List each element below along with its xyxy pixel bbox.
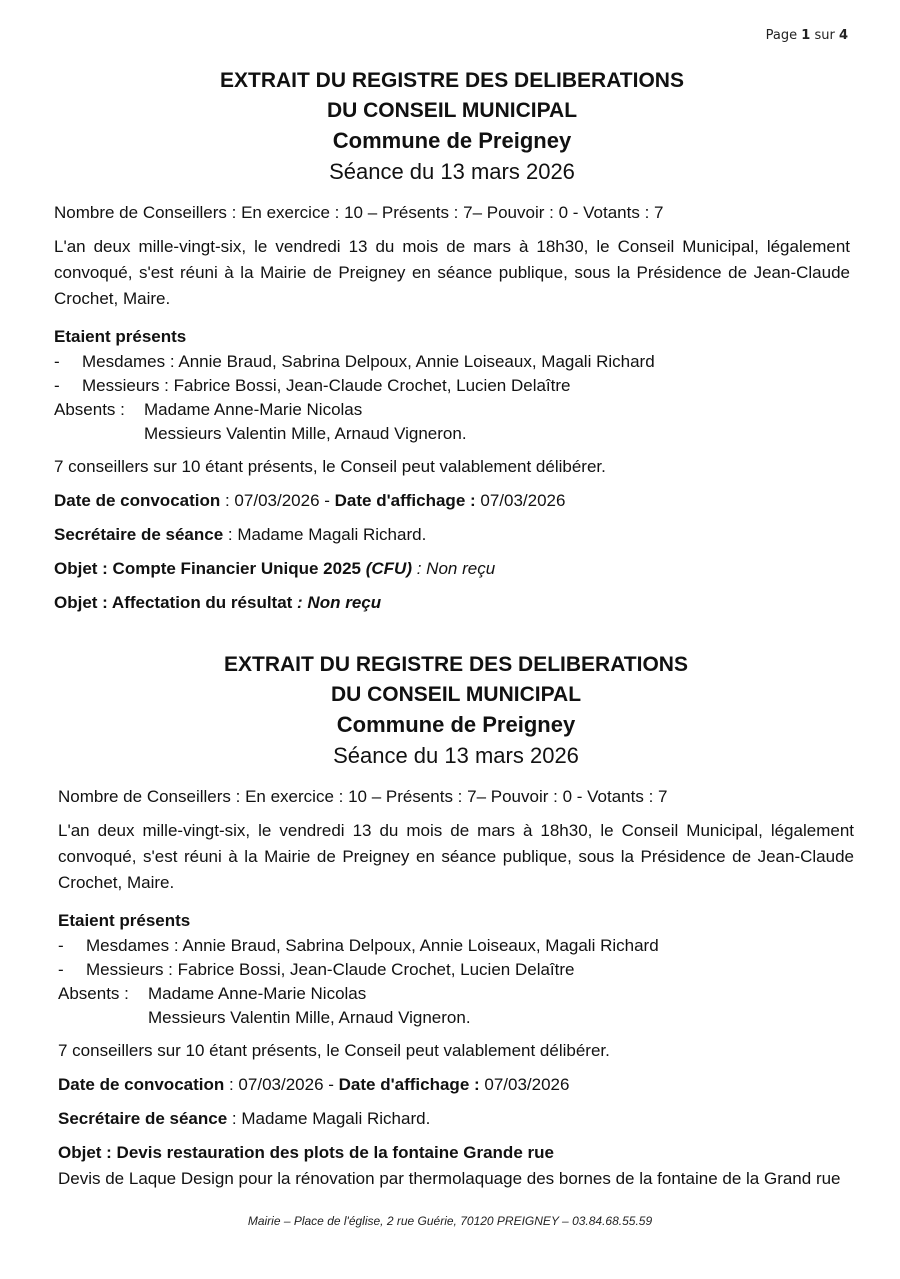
quorum-statement: 7 conseillers sur 10 étant présents, le Conseil peut valablement délibérer. bbox=[58, 1041, 610, 1060]
presents-list bbox=[58, 934, 854, 982]
presents-list bbox=[54, 350, 850, 398]
absents-madame: Madame Anne-Marie Nicolas bbox=[148, 984, 367, 1003]
page-number: Page 1 sur 4 bbox=[765, 28, 848, 43]
objet-fontaine-description: Devis de Laque Design pour la rénovation par thermolaquage des bornes de la fontaine de la Grand rue bbox=[58, 1169, 841, 1188]
intro-paragraph: L'an deux mille-vingt-six, le vendredi 13 du mois de mars à 18h30, le Conseil Municipal, légalement convoqué, s'est réuni à la Mairie de Preigney en séance publique, sous la Présidence de Jean-Claude Crochet, Maire. bbox=[54, 237, 850, 308]
presents-heading: Etaient présents bbox=[54, 327, 187, 346]
intro-paragraph: L'an deux mille-vingt-six, le vendredi 13 du mois de mars à 18h30, le Conseil Municipal, légalement convoqué, s'est réuni à la Mairie de Preigney en séance publique, sous la Présidence de Jean-Claude Crochet, Maire. bbox=[58, 821, 854, 892]
quorum-statement: 7 conseillers sur 10 étant présents, le Conseil peut valablement délibérer. bbox=[54, 457, 606, 476]
secretary-line: Secrétaire de séance : Madame Magali Richard. bbox=[58, 1109, 431, 1128]
presents-messieurs: - Messieurs : Fabrice Bossi, Jean-Claude Crochet, Lucien Delaître bbox=[54, 374, 850, 398]
secretary-line: Secrétaire de séance : Madame Magali Richard. bbox=[54, 525, 427, 544]
absents-label: Absents : bbox=[54, 400, 125, 419]
register-title: EXTRAIT DU REGISTRE DES DELIBERATIONS bbox=[224, 653, 688, 676]
presents-heading: Etaient présents bbox=[58, 911, 191, 930]
footer-address: Mairie – Place de l'église, 2 rue Guérie, 70120 PREIGNEY – 03.84.68.55.59 bbox=[247, 1214, 653, 1228]
deliberation-extract-1 bbox=[54, 66, 850, 616]
objet-fontaine: Objet : Devis restauration des plots de la fontaine Grande rue bbox=[58, 1143, 554, 1162]
objet-affectation: Objet : Affectation du résultat : Non reçu bbox=[54, 593, 382, 612]
dates-line: Date de convocation : 07/03/2026 - Date d'affichage : 07/03/2026 bbox=[58, 1075, 570, 1094]
dates-line: Date de convocation : 07/03/2026 - Date d'affichage : 07/03/2026 bbox=[54, 491, 566, 510]
seance-date: Séance du 13 mars 2026 bbox=[333, 743, 579, 768]
council-counts: Nombre de Conseillers : En exercice : 10 – Présents : 7– Pouvoir : 0 - Votants : 7 bbox=[58, 787, 668, 806]
council-title: DU CONSEIL MUNICIPAL bbox=[326, 99, 578, 122]
absents-row bbox=[58, 982, 854, 1006]
absents-messieurs: Messieurs Valentin Mille, Arnaud Vigneron. bbox=[148, 1008, 471, 1027]
absents-row bbox=[54, 398, 850, 422]
seance-date: Séance du 13 mars 2026 bbox=[329, 159, 575, 184]
commune-title: Commune de Preigney bbox=[332, 128, 572, 153]
council-title: DU CONSEIL MUNICIPAL bbox=[330, 683, 582, 706]
council-counts: Nombre de Conseillers : En exercice : 10 – Présents : 7– Pouvoir : 0 - Votants : 7 bbox=[54, 203, 664, 222]
absents-label: Absents : bbox=[58, 984, 129, 1003]
presents-messieurs: - Messieurs : Fabrice Bossi, Jean-Claude Crochet, Lucien Delaître bbox=[58, 958, 854, 982]
commune-title: Commune de Preigney bbox=[336, 712, 576, 737]
deliberation-extract-2 bbox=[58, 650, 854, 1192]
presents-mesdames: - Mesdames : Annie Braud, Sabrina Delpoux, Annie Loiseaux, Magali Richard bbox=[58, 934, 854, 958]
presents-mesdames: - Mesdames : Annie Braud, Sabrina Delpoux, Annie Loiseaux, Magali Richard bbox=[54, 350, 850, 374]
register-title: EXTRAIT DU REGISTRE DES DELIBERATIONS bbox=[220, 69, 684, 92]
absents-madame: Madame Anne-Marie Nicolas bbox=[144, 400, 363, 419]
objet-cfu: Objet : Compte Financier Unique 2025 (CFU) : Non reçu bbox=[54, 559, 496, 578]
absents-messieurs: Messieurs Valentin Mille, Arnaud Vigneron. bbox=[144, 424, 467, 443]
